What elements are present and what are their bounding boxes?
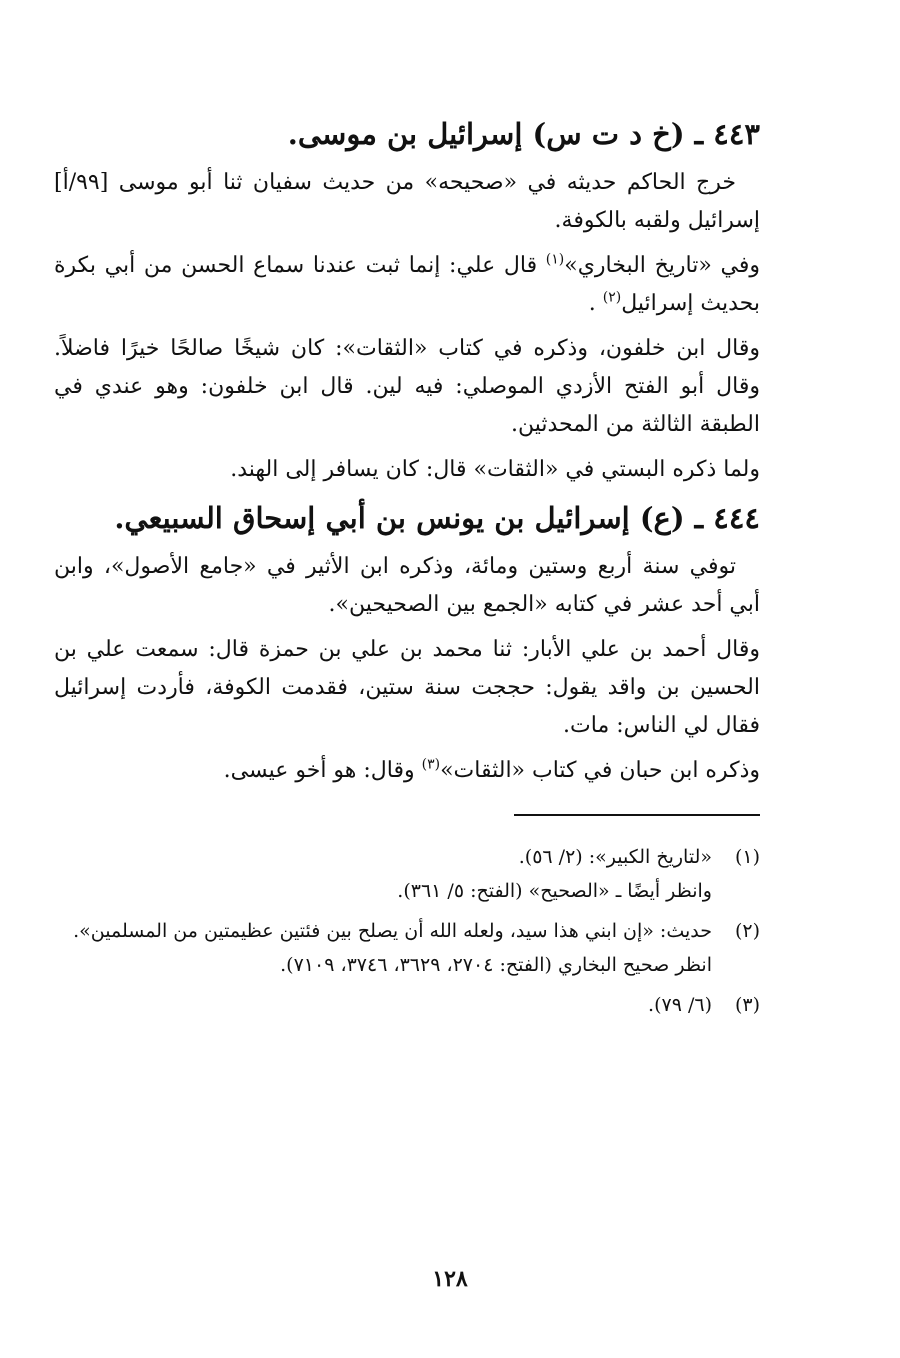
footnote-line: «لتاريخ الكبير»: (٢/ ٥٦). — [518, 846, 712, 868]
footnote-3 — [54, 988, 760, 1022]
text-segment: وذكره ابن حبان في كتاب «الثقات» — [440, 758, 760, 783]
paragraph-with-footnotes — [54, 247, 760, 323]
footnote-number: (١) — [734, 846, 760, 868]
footnote-line: (٦/ ٧٩). — [648, 994, 712, 1016]
text-segment: وفي «تاريخ البخاري» — [564, 253, 760, 278]
page-content — [54, 112, 760, 1028]
footnote-line: وانظر أيضًا ـ «الصحيح» (الفتح: ٥/ ٣٦١). — [397, 880, 712, 902]
footnote-body — [54, 840, 712, 908]
footnote-body — [54, 988, 712, 1022]
text-segment: وقال: هو أخو عيسى. — [223, 758, 422, 783]
footnote-body — [54, 914, 712, 982]
page-number: ١٢٨ — [432, 1266, 468, 1292]
footnote-1 — [54, 840, 760, 908]
entry-title-443: ٤٤٣ ـ (خ د ت س) إسرائيل بن موسى. — [287, 117, 760, 151]
entry-title-444: ٤٤٤ ـ (ع) إسرائيل بن يونس بن أبي إسحاق السبيعي. — [114, 501, 760, 535]
paragraph: ولما ذكره البستي في «الثقات» قال: كان يسافر إلى الهند. — [230, 457, 760, 482]
footnote-2 — [54, 914, 760, 982]
text-segment: . — [588, 291, 603, 316]
footnote-line: حديث: «إن ابني هذا سيد، ولعله الله أن يصلح بين فئتين عظيمتين من المسلمين». — [73, 920, 712, 942]
paragraph-with-footnotes — [54, 752, 760, 790]
footnote-ref-3[interactable]: (٣) — [421, 756, 441, 773]
text-segment: قال علي: إنما ثبت عندنا سماع الحسن من أبي بكرة بحديث إسرائيل — [54, 253, 760, 316]
footnote-ref-2[interactable]: (٢) — [602, 289, 622, 306]
paragraph: وقال ابن خلفون، وذكره في كتاب «الثقات»: كان شيخًا صالحًا خيرًا فاضلاً. وقال أبو الفتح الأزدي الموصلي: فيه لين. قال ابن خلفون: وهو عندي في الطبقة الثالثة من المحدثين. — [54, 336, 760, 437]
footnote-line: انظر صحيح البخاري (الفتح: ٢٧٠٤، ٣٦٢٩، ٣٧٤٦، ٧١٠٩). — [280, 954, 712, 976]
paragraph: خرج الحاكم حديثه في «صحيحه» من حديث سفيان ثنا أبو موسى [٩٩/أ] إسرائيل ولقبه بالكوفة. — [54, 170, 760, 233]
footnote-number: (٢) — [734, 920, 760, 942]
footnote-ref-1[interactable]: (١) — [545, 251, 565, 268]
footnote-number: (٣) — [734, 994, 760, 1016]
paragraph: توفي سنة أربع وستين ومائة، وذكره ابن الأثير في «جامع الأصول»، وابن أبي أحد عشر في كتابه «الجمع بين الصحيحين». — [54, 554, 760, 617]
footnote-divider — [514, 814, 760, 816]
paragraph: وقال أحمد بن علي الأبار: ثنا محمد بن علي بن حمزة قال: سمعت علي بن الحسين بن واقد يقول: حججت سنة ستين، فقدمت الكوفة، فأردت إسرائيل فقال لي الناس: مات. — [54, 637, 760, 738]
